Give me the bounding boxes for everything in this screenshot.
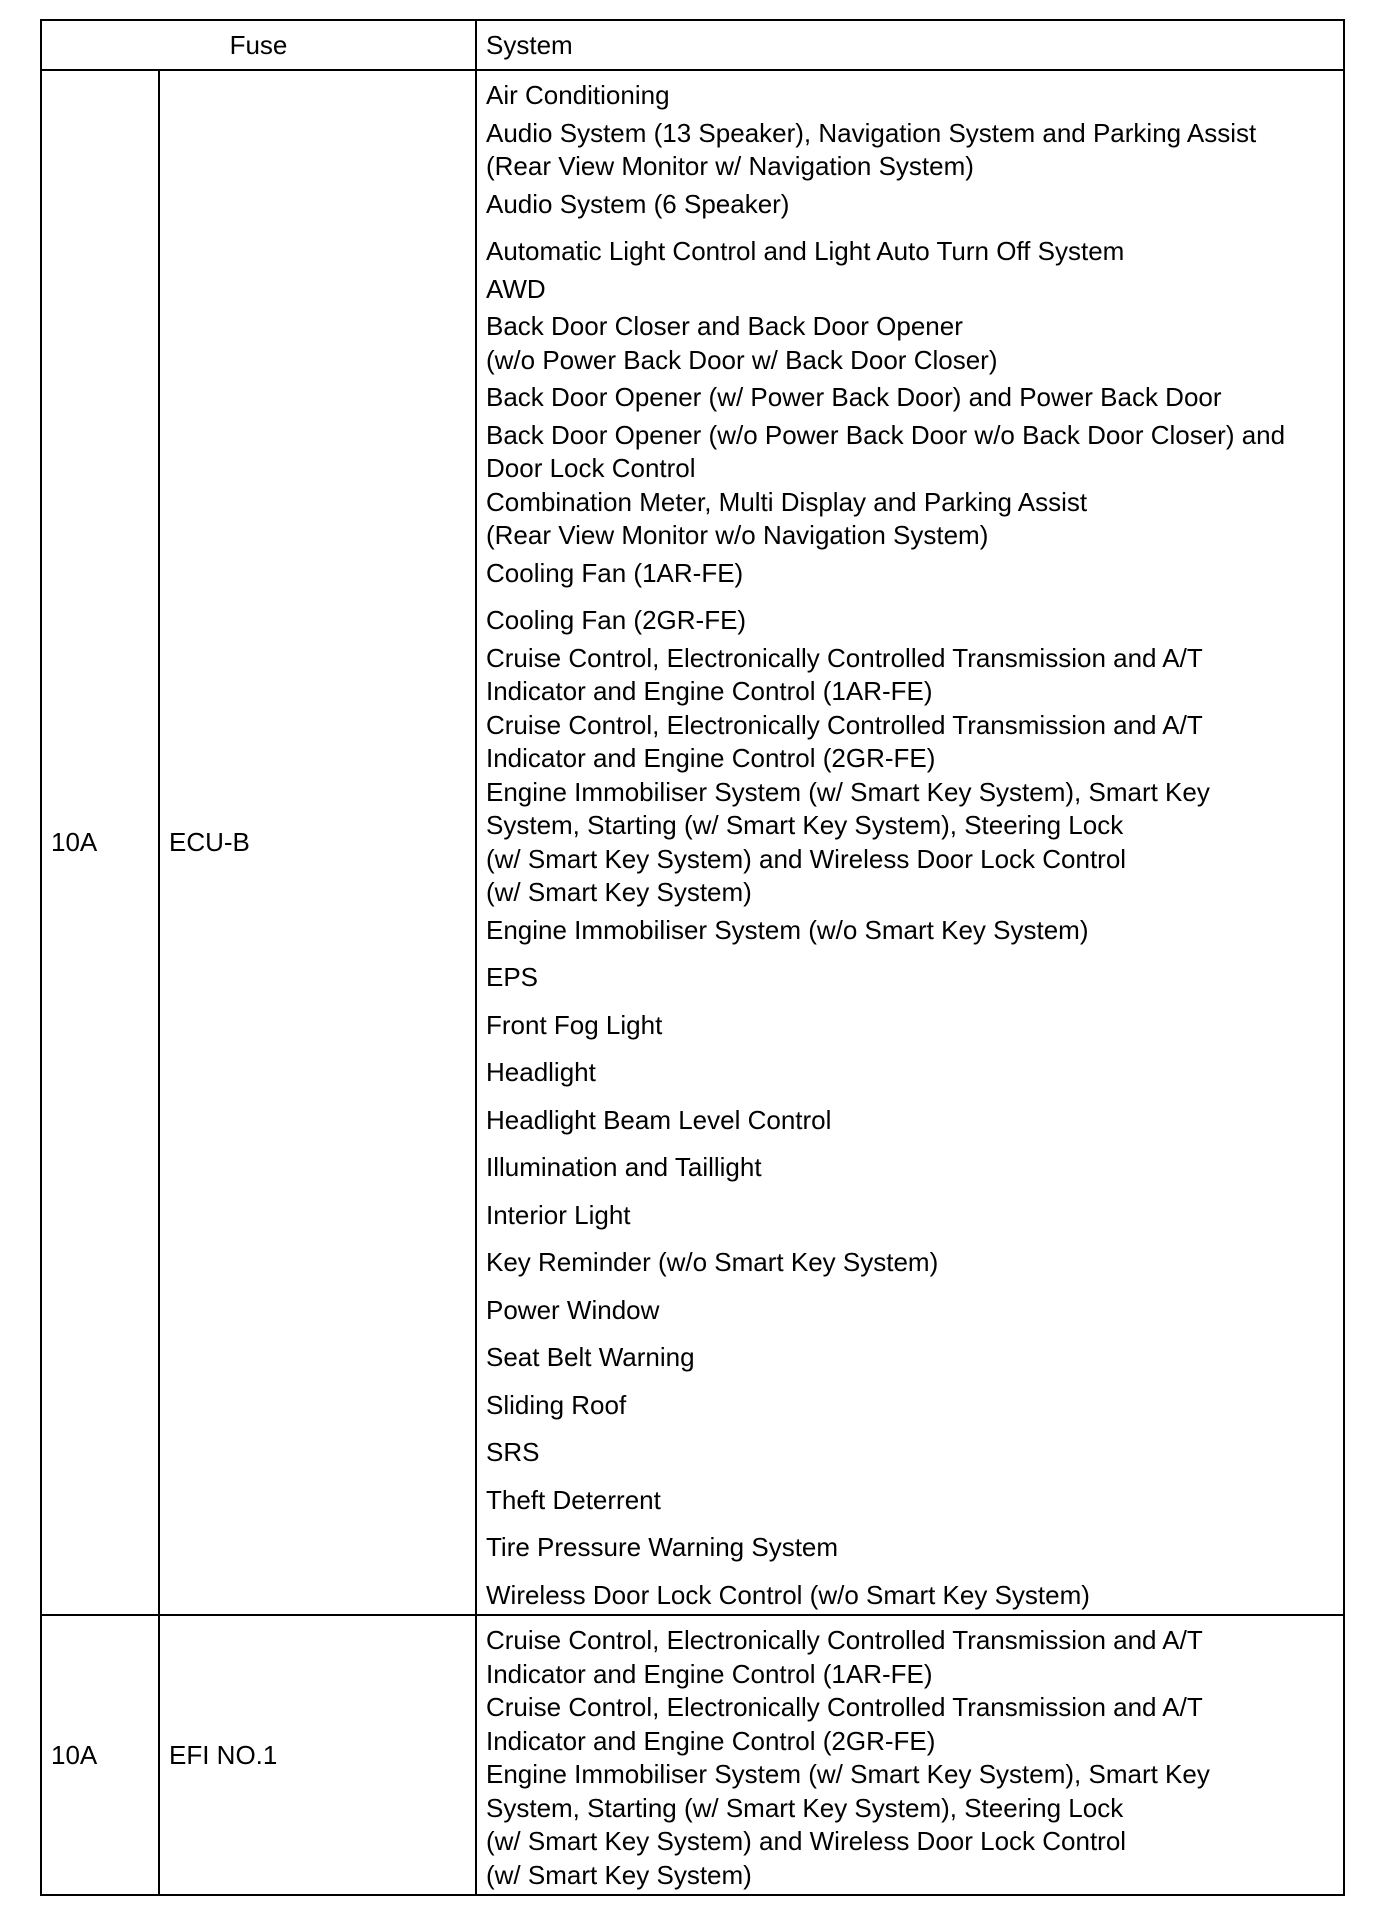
- table-row: [41, 70, 1344, 1615]
- system-item: Illumination and Taillight: [486, 1152, 762, 1182]
- system-item: Cooling Fan (2GR-FE): [486, 605, 747, 635]
- fuse-amperage: 10A: [41, 1615, 159, 1895]
- system-list: [476, 1615, 1344, 1895]
- system-item: Air Conditioning: [486, 80, 670, 110]
- system-item: Engine Immobiliser System (w/o Smart Key System): [486, 914, 1089, 945]
- system-item: SRS: [486, 1437, 540, 1467]
- system-item: Headlight Beam Level Control: [486, 1104, 832, 1135]
- system-item: Engine Immobiliser System (w/ Smart Key System), Smart Key System, Starting (w/ Smart Key System), Steering Lock (w/ Smart Key System) and Wireless Door Lock Control (w/ Smart Key System): [486, 1759, 1210, 1890]
- system-item: Key Reminder (w/o Smart Key System): [486, 1247, 939, 1277]
- system-item: Audio System (13 Speaker), Navigation System and Parking Assist (Rear View Monitor w/ Navigation System): [486, 117, 1257, 181]
- system-item: Power Window: [486, 1294, 660, 1325]
- system-item: Cruise Control, Electronically Controlled Transmission and A/T Indicator and Engine Control (1AR-FE): [486, 1625, 1203, 1689]
- system-item: EPS: [486, 962, 539, 992]
- system-item: Back Door Opener (w/ Power Back Door) and Power Back Door: [486, 382, 1222, 412]
- header-system: System: [476, 20, 1344, 70]
- system-item: Cooling Fan (1AR-FE): [486, 557, 744, 588]
- system-item: Back Door Closer and Back Door Opener (w/o Power Back Door w/ Back Door Closer): [486, 311, 998, 375]
- system-item: Wireless Door Lock Control (w/o Smart Key System): [486, 1579, 1090, 1610]
- system-item: AWD: [486, 273, 546, 304]
- system-item: Cruise Control, Electronically Controlled Transmission and A/T Indicator and Engine Control (1AR-FE): [486, 642, 1203, 706]
- system-item: Audio System (6 Speaker): [486, 188, 790, 219]
- system-item: Back Door Opener (w/o Power Back Door w/o Back Door Closer) and Door Lock Control: [486, 419, 1286, 483]
- fuse-name: EFI NO.1: [159, 1615, 476, 1895]
- system-item: Cruise Control, Electronically Controlled Transmission and A/T Indicator and Engine Control (2GR-FE): [486, 709, 1203, 773]
- fuse-name: ECU-B: [159, 70, 476, 1615]
- system-item: Engine Immobiliser System (w/ Smart Key System), Smart Key System, Starting (w/ Smart Key System), Steering Lock (w/ Smart Key System) and Wireless Door Lock Control (w/ Smart Key System): [486, 776, 1210, 907]
- table-header-row: [41, 20, 1344, 70]
- system-item: Tire Pressure Warning System: [486, 1532, 839, 1562]
- header-fuse: Fuse: [41, 20, 476, 70]
- system-item: Interior Light: [486, 1199, 631, 1230]
- fuse-amperage: 10A: [41, 70, 159, 1615]
- fuse-table: [40, 19, 1345, 1896]
- system-item: Sliding Roof: [486, 1389, 627, 1420]
- table-row: [41, 1615, 1344, 1895]
- system-item: Automatic Light Control and Light Auto Turn Off System: [486, 236, 1125, 266]
- system-item: Headlight: [486, 1057, 596, 1087]
- system-list: [476, 70, 1344, 1615]
- system-item: Front Fog Light: [486, 1009, 663, 1040]
- system-item: Combination Meter, Multi Display and Parking Assist (Rear View Monitor w/o Navigation System): [486, 486, 1088, 550]
- system-item: Theft Deterrent: [486, 1484, 661, 1515]
- system-item: Cruise Control, Electronically Controlled Transmission and A/T Indicator and Engine Control (2GR-FE): [486, 1692, 1203, 1756]
- system-item: Seat Belt Warning: [486, 1342, 695, 1372]
